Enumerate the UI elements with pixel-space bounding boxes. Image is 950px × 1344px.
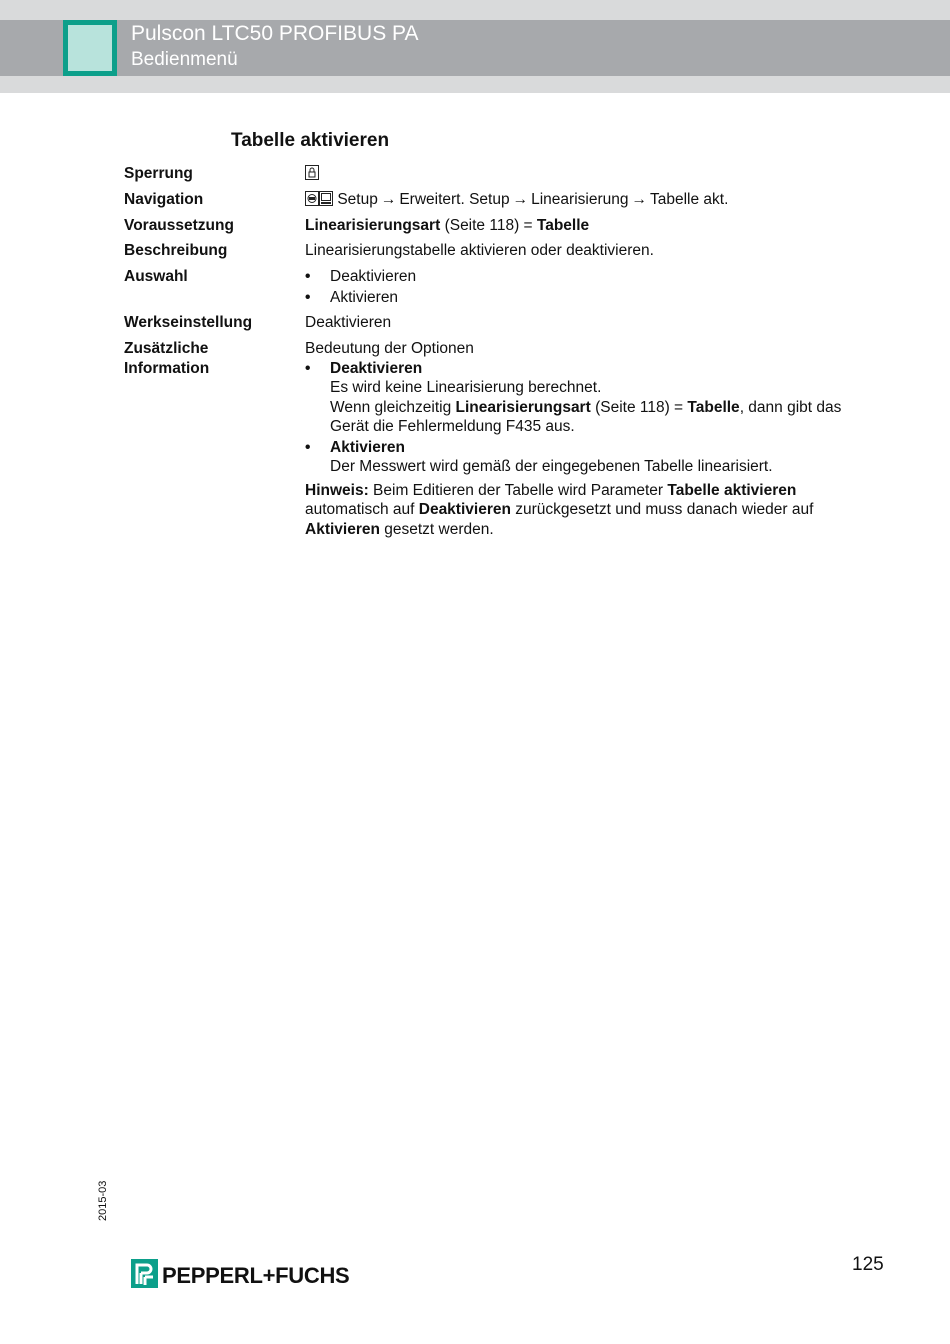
lock-icon: [305, 165, 319, 186]
option-label: Deaktivieren: [330, 268, 417, 285]
bullet-icon: •: [305, 268, 311, 285]
option-label: Aktivieren: [330, 289, 399, 306]
option-title: Aktivieren: [330, 438, 405, 456]
nav-step: Setup: [337, 191, 378, 208]
nav-step: Erweitert. Setup: [399, 191, 510, 208]
page-ref: (Seite 118) =: [444, 217, 533, 234]
list-item: [305, 359, 875, 437]
text: , dann gibt das Gerät die Fehlermeldung F435 aus.: [330, 398, 842, 435]
header-bottom-strip: [0, 76, 950, 93]
header-top-strip: [0, 0, 950, 20]
row-label: Voraussetzung: [124, 217, 234, 234]
row-value: Deaktivieren: [305, 314, 392, 331]
param-link[interactable]: Linearisierungsart: [305, 217, 441, 234]
row-label: Auswahl: [124, 268, 188, 285]
param-value: Deaktivieren: [418, 501, 511, 518]
label-line: Zusätzliche: [124, 340, 209, 357]
publication-date: 2015-03: [97, 1180, 109, 1221]
text: Beim Editieren der Tabelle wird Parameter: [373, 481, 664, 499]
param-value: Tabelle: [536, 217, 590, 234]
header-title: Pulscon LTC50 PROFIBUS PA: [131, 22, 419, 45]
page-ref: (Seite 118) =: [595, 398, 684, 416]
text: automatisch auf: [305, 501, 415, 518]
param-value: Tabelle: [687, 398, 740, 416]
list-item: [305, 267, 875, 287]
bullet-icon: •: [305, 438, 311, 456]
brand-name: PEPPERL+FUCHS: [162, 1263, 350, 1288]
row-label: Werkseinstellung: [124, 314, 253, 331]
row-label: Sperrung: [124, 165, 193, 182]
row-label: Navigation: [124, 191, 204, 208]
row-value: Linearisierungstabelle aktivieren oder deaktivieren.: [305, 242, 654, 259]
row-label: Beschreibung: [124, 242, 228, 259]
row-value: [305, 190, 875, 212]
text: Wenn gleichzeitig: [330, 398, 452, 416]
list-item: [305, 288, 875, 308]
arrow-right-icon: →: [631, 191, 647, 208]
nav-step: Tabelle akt.: [649, 191, 729, 208]
row-navigation: [124, 190, 884, 210]
row-voraussetzung: [124, 216, 884, 236]
option-text: [330, 398, 875, 437]
param-link[interactable]: Linearisierungsart: [455, 398, 591, 416]
row-zusatz: [124, 339, 884, 539]
row-value: [305, 267, 875, 308]
row-value: [305, 216, 875, 236]
computer-icon: [319, 191, 333, 212]
row-sperrung: [124, 164, 884, 184]
option-title: Deaktivieren: [330, 359, 423, 377]
nav-step: Linearisierung: [531, 191, 629, 208]
row-value: [305, 339, 875, 539]
option-text: Es wird keine Linearisierung berechnet.: [330, 379, 602, 396]
page-number: 125: [852, 1254, 884, 1275]
text: gesetzt werden.: [384, 520, 494, 538]
section-title: Tabelle aktivieren: [231, 130, 390, 151]
arrow-right-icon: →: [380, 191, 397, 208]
options-intro: Bedeutung der Optionen: [305, 340, 474, 357]
text: zurückgesetzt und muss danach wieder auf: [515, 501, 814, 518]
bullet-icon: •: [305, 289, 311, 306]
row-value: [305, 164, 875, 186]
row-auswahl: [124, 267, 884, 309]
list-item: [305, 438, 875, 477]
param-value: Aktivieren: [305, 520, 380, 538]
chapter-marker: [63, 20, 117, 76]
row-werkseinstellung: [124, 313, 884, 333]
chapter-marker-inner: [68, 25, 112, 71]
row-label: [124, 339, 299, 378]
bullet-icon: •: [305, 359, 311, 377]
row-beschreibung: [124, 241, 884, 261]
pf-logo-icon: [131, 1259, 158, 1288]
arrow-right-icon: →: [512, 191, 529, 208]
option-text: Der Messwert wird gemäß der eingegebenen Tabelle linearisiert.: [330, 458, 773, 475]
header-subtitle: Bedienmenü: [131, 49, 238, 70]
hint-note: [305, 481, 875, 540]
hint-label: Hinweis:: [305, 481, 369, 499]
param-link[interactable]: Tabelle aktivieren: [667, 481, 797, 499]
label-line: Information: [124, 359, 210, 377]
display-icon: [305, 191, 319, 212]
